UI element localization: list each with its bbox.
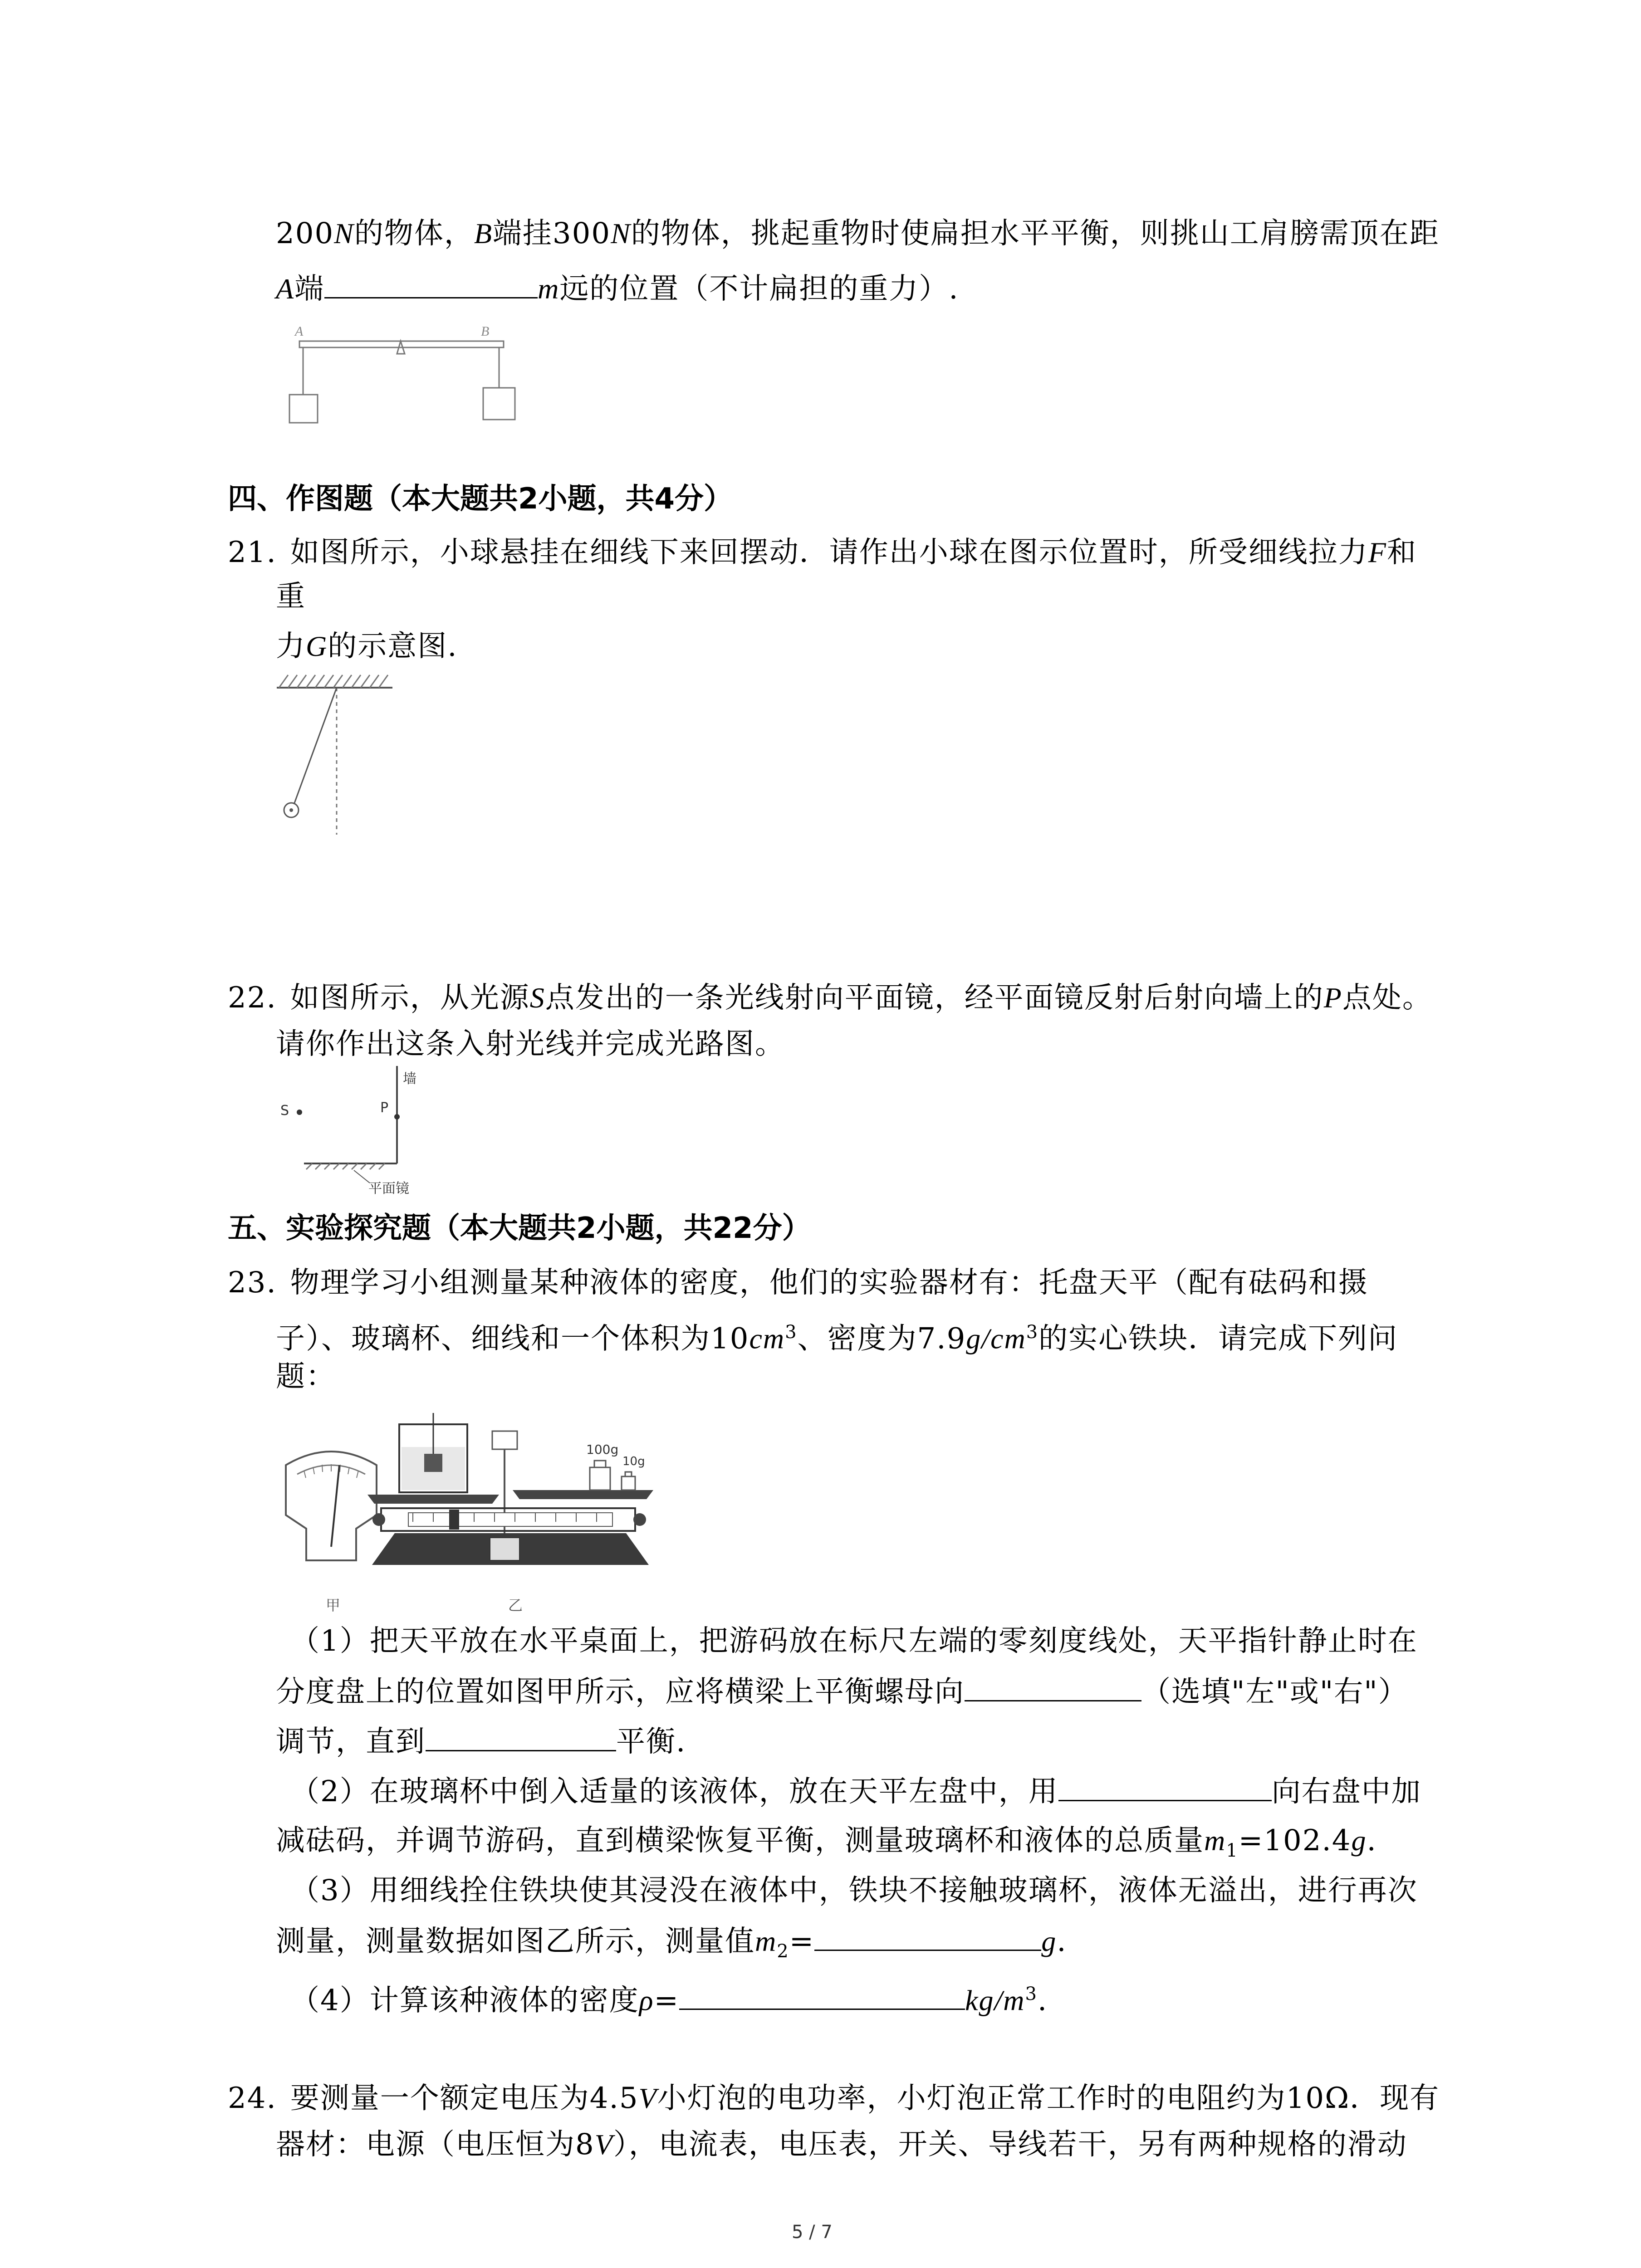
q21-text: 如图所示，小球悬挂在细线下来回摆动．请作出小球在图示位置时，所受细线拉力 [290, 536, 1368, 569]
q23-text: 子）、玻璃杯、细线和一个体积为10 [276, 1322, 749, 1356]
q21-line-1 [228, 534, 1417, 571]
q22-line-1 [228, 980, 1432, 1016]
q20-line-1 [276, 215, 1440, 252]
q24-text: ），电流表，电压表，开关、导线若干，另有两种规格的滑动 [613, 2128, 1407, 2161]
balance-yi [367, 1413, 653, 1565]
q23-part1-blank-2[interactable] [426, 1723, 616, 1751]
q23-part2-line-1 [290, 1773, 1421, 1810]
q23-part2-line-2 [276, 1823, 1377, 1869]
q23-text: =102.4 [1238, 1824, 1352, 1857]
q23-text: 分度盘上的位置如图甲所示，应将横梁上平衡螺母向 [276, 1675, 965, 1709]
q23-text: 减砝码，并调节游码，直到横梁恢复平衡，测量玻璃杯和液体的总质量 [276, 1824, 1204, 1857]
q24-text: 小灯泡的电功率，小灯泡正常工作时的电阻约为10Ω．现有 [657, 2082, 1440, 2115]
q20-unit-N: N [611, 217, 631, 249]
q21-text: 和 [1386, 536, 1417, 569]
q23-symbol-rho: ρ [639, 1984, 654, 2017]
q22-text: 点处。 [1342, 981, 1432, 1015]
q22-line-2: 请你作出这条入射光线并完成光路图。 [276, 1027, 785, 1061]
q23-text: （4）计算该种液体的密度 [290, 1984, 639, 2018]
q23-part4-line [290, 1976, 1048, 2019]
q23-superscript: 3 [1025, 1984, 1038, 2004]
q23-line-2 [276, 1314, 1398, 1357]
q20-text: 的物体， [354, 217, 474, 250]
light-source-S [297, 1110, 302, 1115]
q23-text: . [1057, 1925, 1067, 1958]
q23-text: （2）在玻璃杯中倒入适量的该液体，放在天平左盘中，用 [290, 1775, 1058, 1809]
label-10g: 10g [622, 1455, 645, 1468]
q23-unit-cm: cm [749, 1322, 785, 1355]
q22-mirror-figure [272, 1061, 463, 1198]
q20-line-2 [276, 270, 959, 307]
scale-dial-jia [286, 1452, 377, 1560]
q23-text: 调节，直到 [276, 1725, 426, 1759]
q23-unit-gcm: g/cm [966, 1322, 1026, 1355]
q23-line-1 [228, 1265, 1368, 1301]
dial-pointer [331, 1465, 339, 1547]
string [294, 688, 337, 804]
q22-symbol-S: S [529, 982, 545, 1014]
q23-unit-g: g [1351, 1824, 1367, 1857]
q23-text: 测量，测量数据如图乙所示，测量值 [276, 1925, 755, 1958]
q23-balance-figure [277, 1411, 667, 1628]
q23-text: 、密度为7.9 [797, 1322, 966, 1356]
ball-center [289, 808, 293, 812]
q23-superscript: 3 [785, 1322, 798, 1343]
weight-right [483, 388, 515, 420]
section-4-heading: 四、作图题（本大题共2小题，共4分） [228, 482, 733, 516]
point-P [394, 1114, 400, 1119]
q23-symbol-m: m [1204, 1824, 1226, 1857]
q23-text: 物理学习小组测量某种液体的密度，他们的实验器材有：托盘天平（配有砝码和摄 [290, 1266, 1368, 1300]
q23-text: 向右盘中加 [1271, 1775, 1421, 1809]
q23-part4-blank[interactable] [679, 1981, 965, 2010]
label-S: S [280, 1103, 289, 1119]
label-plane-mirror: 平面镜 [368, 1181, 409, 1197]
q23-part1-line-3 [276, 1723, 686, 1760]
q24-number: 24. [228, 2082, 277, 2115]
q22-number: 22. [228, 981, 277, 1015]
q23-text: 的实心铁块．请完成下列问 [1038, 1322, 1398, 1356]
q23-part3-line-2 [276, 1922, 1067, 1970]
mirror-leader [354, 1170, 370, 1183]
q23-text: 平衡. [616, 1725, 686, 1759]
q23-number: 23. [228, 1266, 277, 1300]
q23-text: （选填"左"或"右"） [1141, 1675, 1408, 1709]
q24-text: 器材：电源（电压恒为8 [276, 2128, 595, 2161]
figure-label-A: A [295, 324, 304, 339]
q20-text: 端 [294, 272, 325, 306]
q20-text: 远的位置（不计扁担的重力）. [559, 272, 959, 306]
q21-symbol-F: F [1368, 536, 1387, 568]
section-5-heading: 五、实验探究题（本大题共2小题，共22分） [228, 1212, 811, 1245]
q23-subscript: 1 [1226, 1840, 1239, 1861]
q20-text: 端挂300 [492, 217, 611, 250]
label-P: P [380, 1100, 389, 1116]
q20-text: 200 [276, 217, 334, 250]
q20-answer-blank[interactable] [324, 270, 538, 298]
q20-unit-m: m [538, 273, 560, 305]
q21-symbol-G: G [306, 630, 328, 662]
q22-symbol-P: P [1323, 982, 1342, 1014]
q24-line-2 [276, 2126, 1407, 2163]
q23-unit-g: g [1041, 1925, 1057, 1957]
q24-text: 要测量一个额定电压为4.5 [290, 2082, 639, 2115]
q24-line-1 [228, 2080, 1440, 2116]
q24-unit-V: V [594, 2128, 613, 2160]
q20-unit-N: N [334, 217, 354, 249]
q23-line-3: 题： [276, 1360, 336, 1393]
q20-label-B: B [474, 217, 493, 249]
q22-text: 点发出的一条光线射向平面镜，经平面镜反射后射向墙上的 [545, 981, 1324, 1015]
q20-shoulder-pole-figure [272, 318, 526, 435]
q23-text: . [1367, 1824, 1377, 1857]
q20-label-A: A [276, 273, 295, 305]
q23-superscript: 3 [1026, 1322, 1039, 1343]
label-wall: 墙 [403, 1071, 416, 1087]
ceiling-hatch [279, 675, 388, 688]
q23-text: . [1037, 1984, 1048, 2018]
figure-label-B: B [481, 324, 490, 339]
q23-part1-line-1: （1）把天平放在水平桌面上，把游码放在标尺左端的零刻度线处，天平指针静止时在 [290, 1624, 1418, 1658]
q23-part3-line-1: （3）用细线拴住铁块使其浸没在液体中，铁块不接触玻璃杯，液体无溢出，进行再次 [290, 1874, 1418, 1907]
q21-line-2: 重 [276, 580, 306, 613]
q23-part2-blank[interactable] [1058, 1773, 1272, 1801]
q23-text: = [654, 1984, 680, 2018]
q21-pendulum-figure [268, 671, 404, 844]
q23-part1-line-2 [276, 1673, 1408, 1710]
q23-unit-kgm3: kg/m [965, 1984, 1025, 2017]
page-number: 5 / 7 [792, 2222, 833, 2243]
q21-number: 21. [228, 536, 277, 569]
q21-line-3 [276, 628, 458, 665]
q23-text: = [789, 1925, 815, 1958]
q23-subscript: 2 [777, 1941, 789, 1962]
q24-unit-V: V [638, 2082, 657, 2114]
label-100g: 100g [586, 1442, 619, 1457]
weight-left [289, 395, 318, 423]
q23-part3-blank[interactable] [814, 1922, 1041, 1951]
q20-text: 的物体，挑起重物时使扁担水平平衡，则挑山工肩膀需顶在距 [631, 217, 1440, 250]
q23-symbol-m: m [755, 1925, 777, 1957]
label-jia: 甲 [326, 1597, 341, 1614]
q23-part1-blank-1[interactable] [965, 1673, 1141, 1701]
label-yi: 乙 [508, 1597, 523, 1614]
rider [449, 1510, 459, 1530]
q21-text: 的示意图. [328, 630, 458, 663]
q21-text: 力 [276, 630, 306, 663]
q22-text: 如图所示，从光源 [290, 981, 530, 1015]
